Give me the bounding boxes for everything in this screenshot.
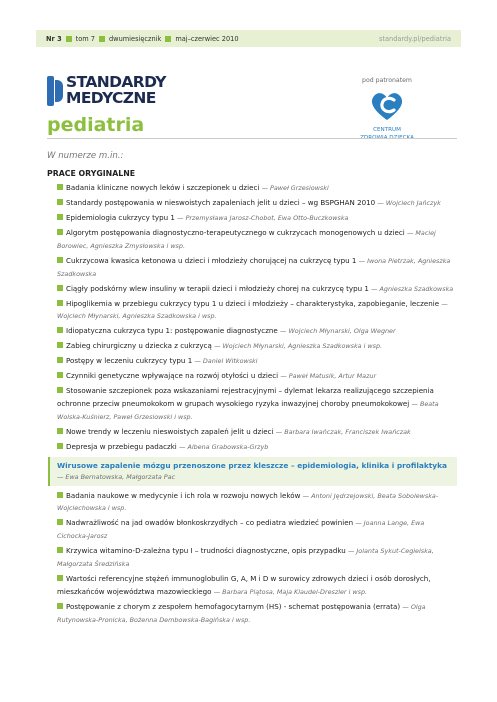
green-bullet-icon	[57, 387, 63, 393]
article-title: Nowe trendy w leczeniu nieswoistych zapaleń jelit u dzieci	[66, 426, 274, 436]
article-item[interactable]	[57, 227, 457, 253]
patronage-org	[355, 127, 419, 142]
green-bullet-icon	[57, 603, 63, 609]
article-title: Czynniki genetyczne wpływające na rozwój otyłości u dzieci	[66, 371, 279, 381]
article-authors: — Barbara Piątosa, Maja Klaudel-Dreszler i wsp.	[213, 587, 368, 596]
article-title: Standardy postępowania w nieswoistych zapaleniach jelit u dzieci – wg BSPGHAN 2010	[66, 197, 376, 207]
frequency: dwumiesięcznik	[109, 34, 162, 43]
article-item[interactable]	[57, 340, 457, 353]
green-bullet-icon	[57, 519, 63, 525]
article-authors: — Antoni Jędrzejowski, Beata Sobolewska-Wojciechowska i wsp.	[57, 491, 439, 513]
green-bullet-icon	[57, 372, 63, 378]
article-title: Algorytm postępowania diagnostyczno-terapeutycznego w cukrzycach monogenowych u dzieci	[66, 227, 405, 237]
article-title: Cukrzycowa kwasica ketonowa u dzieci i młodzieży chorującej na cukrzycę typu 1	[66, 255, 357, 265]
logo-text	[66, 74, 166, 106]
article-authors: — Agnieszka Szadkowska	[371, 284, 454, 293]
article-item[interactable]	[57, 325, 457, 338]
article-title: Wartości referencyjne stężeń immunoglobulin G, A, M i D w surowicy zdrowych dzieci i osób dorosłych, mieszkańców województwa mazowieckiego	[57, 573, 431, 596]
logo-line-2: MEDYCZNE	[66, 89, 156, 107]
green-bullet-icon	[57, 342, 63, 348]
article-authors: — Maciej Borowiec, Agnieszka Zmysłowska i wsp.	[57, 228, 436, 250]
green-bullet-icon	[57, 357, 63, 363]
volume: tom 7	[75, 34, 95, 43]
green-bullet-icon	[57, 327, 63, 333]
article-item[interactable]	[57, 573, 457, 599]
intro-text: W numerze m.in.:	[47, 151, 124, 161]
green-bullet-icon	[57, 492, 63, 498]
article-authors: — Wojciech Młynarski, Agnieszka Szadkowska i wsp.	[57, 299, 448, 321]
green-bullet-icon	[57, 184, 63, 190]
article-authors: — Wojciech Jańczyk	[377, 198, 441, 207]
article-title: Krzywica witamino-D-zależna typu I – trudności diagnostyczne, opis przypadku	[66, 546, 346, 556]
green-bullet-icon	[57, 229, 63, 235]
green-bullet-icon	[57, 300, 63, 306]
article-title: Ciągły podskórny wlew insuliny w terapii dzieci i młodzieży chorej na cukrzycę typu 1	[66, 283, 369, 293]
highlighted-article-authors: — Ewa Bernatowska, Małgorzata Pac	[57, 472, 176, 481]
article-authors: — Beata Wolska-Kuśnierz, Paweł Grzesiowski i wsp.	[57, 400, 439, 421]
article-item[interactable]	[57, 182, 457, 195]
article-item[interactable]	[57, 197, 457, 210]
article-item[interactable]	[57, 298, 457, 324]
article-authors: — Paweł Matusik, Artur Mazur	[280, 372, 377, 381]
article-title: Depresja w przebiegu padaczki	[66, 441, 177, 451]
issue-header-bar	[36, 30, 461, 47]
article-title: Zabieg chirurgiczny u dziecka z cukrzycą	[66, 341, 212, 351]
issue-info	[46, 35, 239, 43]
green-square-icon	[66, 36, 72, 42]
article-item[interactable]	[57, 517, 457, 543]
article-authors: — Olga Rutynowska-Pronicka, Bożenna Dembowska-Bagińska i wsp.	[57, 602, 426, 624]
green-bullet-icon	[57, 547, 63, 553]
highlighted-article[interactable]	[48, 457, 457, 486]
article-authors: — Barbara Iwańczak, Franciszek Iwańczak	[275, 427, 411, 436]
article-title: Idiopatyczna cukrzyca typu 1: postępowanie diagnostyczne	[66, 326, 278, 336]
article-item[interactable]	[57, 370, 457, 383]
patronage-block	[355, 77, 419, 142]
period: maj–czerwiec 2010	[175, 34, 239, 43]
heart-emblem-icon	[369, 90, 405, 122]
header-divider	[47, 138, 457, 139]
green-bullet-icon	[57, 214, 63, 220]
article-title: Epidemiologia cukrzycy typu 1	[66, 212, 175, 222]
patronage-label: pod patronatem	[362, 77, 412, 84]
article-item[interactable]	[57, 355, 457, 368]
article-authors: — Wojciech Młynarski, Agnieszka Szadkowska i wsp.	[214, 342, 383, 351]
article-authors: — Jolanta Sykut-Cegielska, Małgorzata Średzińska	[57, 547, 434, 568]
article-authors: — Albena Grabowska-Grzyb	[179, 442, 269, 451]
standardy-medyczne-logo	[47, 74, 207, 110]
article-authors: — Przemysława Jarosz-Chobot, Ewa Otto-Buczkowska	[177, 213, 349, 222]
article-authors: — Iwona Pietrzak, Agnieszka Szadkowska	[57, 256, 451, 278]
green-square-icon	[165, 36, 171, 42]
article-item[interactable]	[57, 255, 457, 281]
article-item[interactable]	[57, 601, 457, 627]
green-bullet-icon	[57, 443, 63, 449]
green-bullet-icon	[57, 575, 63, 581]
article-item[interactable]	[57, 212, 457, 225]
green-bullet-icon	[57, 257, 63, 263]
patronage-org-line-1: CENTRUM	[373, 127, 401, 133]
article-item[interactable]	[57, 490, 457, 516]
highlighted-article-title: Wirusowe zapalenie mózgu przenoszone przez kleszcze – epidemiologia, klinika i profilaktyka	[57, 460, 448, 470]
article-authors: — Joanna Lange, Ewa Cichocka-Jarosz	[57, 519, 425, 541]
article-authors: — Wojciech Młynarski, Olga Wegner	[280, 327, 396, 336]
article-item[interactable]	[57, 545, 457, 571]
article-title: Hipoglikemia w przebiegu cukrzycy typu 1 u dzieci i młodzieży – charakterystyka, zapobieganie, leczenie	[66, 298, 440, 308]
logo-mark-icon	[47, 76, 63, 106]
article-title: Postępy w leczeniu cukrzycy typu 1	[66, 356, 193, 366]
article-title: Badania kliniczne nowych leków i szczepionek u dzieci	[66, 183, 260, 192]
article-title: Nadwrażliwość na jad owadów błonkoskrzydłych – co pediatra wiedzieć powinien	[66, 518, 354, 528]
journal-url[interactable]: standardy.pl/pediatria	[378, 34, 451, 43]
journal-title: pediatria	[47, 114, 145, 136]
green-square-icon	[99, 36, 105, 42]
article-authors: — Paweł Grzesiowski	[261, 184, 329, 192]
article-title: Postępowanie z chorym z zespołem hemofagocytarnym (HS) - schemat postępowania (errata)	[66, 601, 401, 611]
green-bullet-icon	[57, 199, 63, 205]
article-item[interactable]	[57, 283, 457, 296]
article-authors: — Daniel Witkowski	[194, 357, 258, 366]
green-bullet-icon	[57, 428, 63, 434]
article-list	[57, 182, 457, 628]
article-title: Badania naukowe w medycynie i ich rola w rozwoju nowych leków	[66, 490, 301, 500]
article-item[interactable]	[57, 426, 457, 439]
article-title: Stosowanie szczepionek poza wskazaniami rejestracyjnymi – dylemat lekarza realizującego szczepienia ochronne przeciw pneumokokom w grupach wysokiego ryzyka inwazyjnej choroby pneumokokowej	[57, 386, 434, 409]
logo-line-1: STANDARDY	[66, 73, 166, 91]
article-item[interactable]	[57, 441, 457, 454]
green-bullet-icon	[57, 285, 63, 291]
section-title: PRACE ORYGINALNE	[47, 169, 136, 178]
article-item[interactable]	[57, 385, 457, 423]
issue-number: Nr 3	[46, 34, 62, 43]
